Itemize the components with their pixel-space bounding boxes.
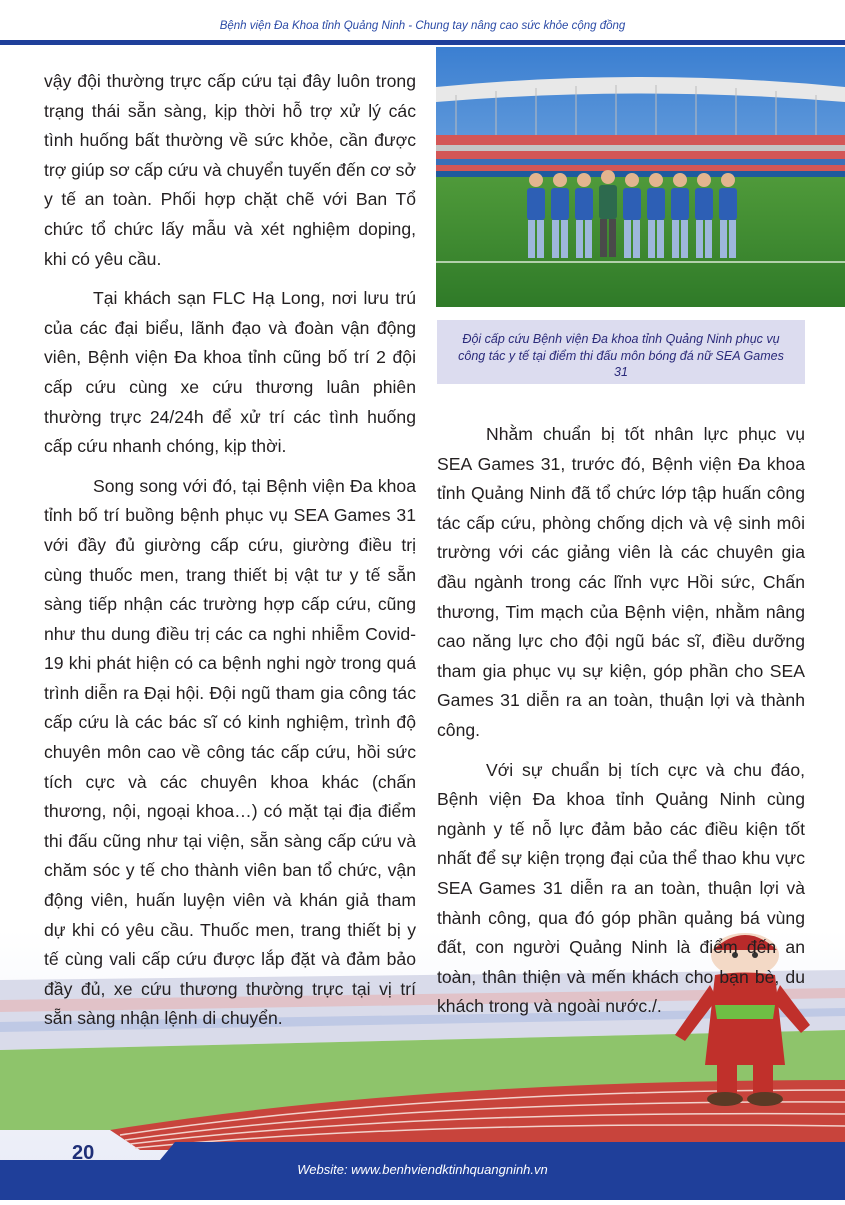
page-header <box>0 0 845 38</box>
left-paragraph-2: Tại khách sạn FLC Hạ Long, nơi lưu trú của các đại biểu, lãnh đạo và đoàn vận động viên, Bệnh viện Đa khoa tỉnh cũng bố trí 2 đội cấp cứu cùng xe cứu thương luân phiên thường trực 24/24h để xử trí các tình huống cấp cứu nhanh chóng, kịp thời. <box>44 288 416 457</box>
page-number: 20 <box>72 1142 95 1164</box>
left-paragraph-1: vậy đội thường trực cấp cứu tại đây luôn trong trạng thái sẵn sàng, kịp thời hỗ trợ xử lý các tình huống bất thường về sức khỏe, cần được trợ giúp sơ cấp cứu và chuyển tuyến đến cơ sở y tế an toàn. Phối hợp chặt chẽ với Ban Tổ chức tổ chức lấy mẫu và xét nghiệm doping, khi có yêu cầu. <box>44 71 416 269</box>
right-text-column <box>437 420 805 1032</box>
photo-caption: Đội cấp cứu Bệnh viện Đa khoa tỉnh Quảng Ninh phục vụ công tác y tế tại điểm thi đấu môn bóng đá nữ SEA Games 31 <box>437 320 805 384</box>
footer-website[interactable]: Website: www.benhviendktinhquangninh.vn <box>297 1162 548 1177</box>
header-title: Bệnh viện Đa Khoa tỉnh Quảng Ninh - Chung tay nâng cao sức khỏe cộng đồng <box>219 20 626 32</box>
header-rule <box>0 40 845 45</box>
right-paragraph-2: Với sự chuẩn bị tích cực và chu đáo, Bệnh viện Đa khoa tỉnh Quảng Ninh cùng ngành y tế nỗ lực đảm bảo các điều kiện tốt nhất để sự kiện trọng đại của thể thao khu vực SEA Games 31 diễn ra an toàn, thuận lợi và thành công, qua đó góp phần quảng bá vùng đất, con người Quảng Ninh là điểm đến an toàn, thân thiện và mến khách cho bạn bè, du khách trong và ngoài nước./. <box>437 759 805 1017</box>
left-text-column <box>44 67 416 1044</box>
left-paragraph-3: Song song với đó, tại Bệnh viện Đa khoa tỉnh bố trí buồng bệnh phục vụ SEA Games 31 với đầy đủ giường cấp cứu, giường điều trị cùng thuốc men, trang thiết bị vật tư y tế sẵn sàng tiếp nhận các trường hợp cấp cứu, cũng như thu dung điều trị các ca nghi nhiễm Covid-19 khi phát hiện có ca bệnh nghi ngờ trong quá trình diễn ra Đại hội. Đội ngũ tham gia công tác cấp cứu là các bác sĩ có kinh nghiệm, trình độ chuyên môn cao về công tác cấp cứu, hồi sức tích cực và các chuyên khoa khác (chấn thương, nội, ngoại khoa…) có mặt tại địa điểm thi đấu cũng như tại viện, sẵn sàng cấp cứu và chăm sóc y tế cho thành viên ban tổ chức, vận động viên, huấn luyện viên và khán giả tham dự khi có yêu cầu. Thuốc men, trang thiết bị y tế cùng vali cấp cứu được lắp đặt và đảm bảo đầy đủ, xe cứu thương thường trực tại vị trí sẵn sàng nhận lệnh di chuyển. <box>44 475 416 1029</box>
stadium-team-photo <box>436 47 845 307</box>
right-paragraph-1: Nhằm chuẩn bị tốt nhân lực phục vụ SEA Games 31, trước đó, Bệnh viện Đa khoa tỉnh Quảng Ninh đã tổ chức lớp tập huấn công tác cấp cứu, phòng chống dịch và vệ sinh môi trường với các giảng viên là các chuyên gia đầu ngành trong các lĩnh vực Hồi sức, Chấn thương, Tim mạch của Bệnh viện, nhằm nâng cao năng lực cho đội ngũ bác sĩ, điều dưỡng tham gia phục vụ sự kiện, góp phần cho SEA Games 31 diễn ra an toàn, thuận lợi và thành công. <box>437 424 805 740</box>
